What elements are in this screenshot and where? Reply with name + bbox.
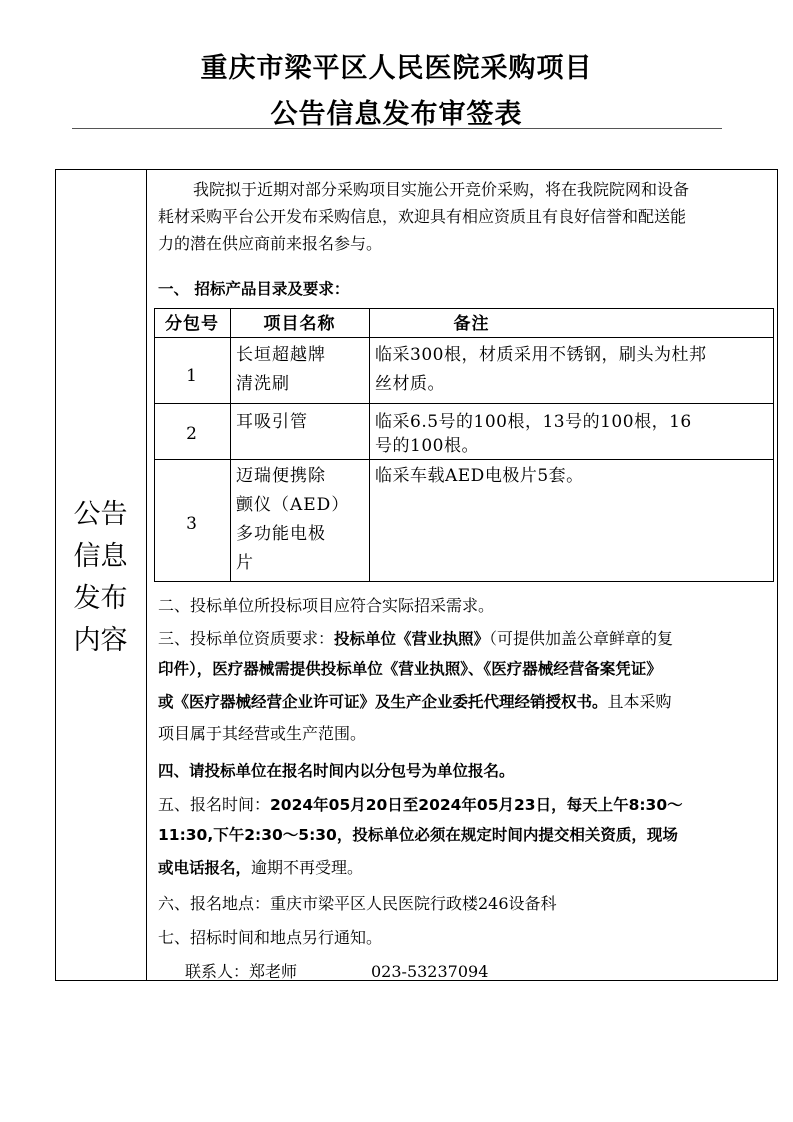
intro-line: 我院拟于近期对部分采购项目实施公开竞价采购，将在我院院网和设备 bbox=[193, 180, 690, 199]
table-cell-package-no: 2 bbox=[186, 424, 198, 444]
table-cell-item-name: 迈瑞便携除 bbox=[236, 466, 326, 486]
section-3-bold: 投标单位《营业执照》 bbox=[334, 630, 490, 648]
table-header-note: 备注 bbox=[453, 314, 490, 334]
table-col-line bbox=[369, 308, 370, 582]
section-2-text: 二、投标单位所投标项目应符合实际招采需求。 bbox=[158, 596, 495, 615]
section-5-prefix: 五、报名时间： bbox=[158, 795, 271, 814]
side-label-line: 公告 bbox=[73, 499, 128, 530]
table-col-line bbox=[230, 308, 231, 582]
column-divider bbox=[146, 169, 147, 981]
table-cell-note: 临采车载AED电极片5套。 bbox=[375, 466, 584, 486]
table-cell-note: 临采300根，材质采用不锈钢，刷头为杜邦 bbox=[375, 345, 707, 365]
table-cell-item-name: 颤仪（AED） bbox=[236, 495, 350, 515]
section-3-bold: 或《医疗器械经营企业许可证》及生产企业委托代理经销授权书。 bbox=[158, 693, 608, 711]
section-5-bold: 2024年05月20日至2024年05月23日，每天上午8:30～ bbox=[270, 796, 683, 814]
section-3-suffix: 且本采购 bbox=[607, 692, 672, 711]
title-divider bbox=[72, 128, 722, 129]
side-label-line: 内容 bbox=[73, 625, 128, 656]
section-3-suffix: （可提供加盖公章鲜章的复 bbox=[489, 629, 674, 648]
table-cell-item-name: 长垣超越牌 bbox=[236, 345, 326, 365]
section-3-line: 项目属于其经营或生产范围。 bbox=[158, 724, 367, 743]
section-4-text: 四、请投标单位在报名时间内以分包号为单位报名。 bbox=[158, 762, 515, 780]
contact-phone: 023-53237094 bbox=[371, 962, 489, 981]
table-header-package: 分包号 bbox=[165, 314, 219, 334]
section-6-text: 六、报名地点：重庆市梁平区人民医院行政楼246设备科 bbox=[158, 894, 557, 913]
section-1-heading: 一、 招标产品目录及要求： bbox=[158, 280, 350, 298]
table-cell-note: 丝材质。 bbox=[375, 374, 445, 394]
table-cell-item-name: 耳吸引管 bbox=[236, 412, 308, 432]
section-3-prefix: 三、投标单位资质要求： bbox=[158, 629, 335, 648]
intro-line: 力的潜在供应商前来报名参与。 bbox=[158, 234, 383, 253]
document-title-line1: 重庆市梁平区人民医院采购项目 bbox=[200, 53, 593, 84]
table-header-item: 项目名称 bbox=[263, 314, 336, 334]
document-title-line2: 公告信息发布审签表 bbox=[270, 99, 523, 130]
contact-person: 联系人：郑老师 bbox=[185, 962, 298, 981]
table-cell-package-no: 3 bbox=[186, 514, 198, 534]
table-cell-package-no: 1 bbox=[186, 366, 198, 386]
table-cell-item-name: 片 bbox=[236, 553, 254, 573]
section-5-line bbox=[158, 791, 773, 819]
side-label bbox=[55, 494, 146, 662]
table-cell-note: 临采6.5号的100根，13号的100根，16 bbox=[375, 412, 692, 432]
section-5-suffix: 逾期不再受理。 bbox=[251, 858, 364, 877]
side-label-line: 信息 bbox=[73, 541, 128, 572]
section-7-text: 七、招标时间和地点另行通知。 bbox=[158, 928, 383, 947]
table-cell-item-name: 清洗刷 bbox=[236, 374, 290, 394]
side-label-line: 发布 bbox=[73, 583, 128, 614]
section-3-line bbox=[158, 688, 773, 716]
table-cell-item-name: 多功能电极 bbox=[236, 524, 326, 544]
section-3-line bbox=[158, 625, 773, 653]
table-cell-note: 号的100根。 bbox=[375, 436, 479, 456]
section-3-line: 印件），医疗器械需提供投标单位《营业执照》、《医疗器械经营备案凭证》 bbox=[158, 660, 662, 678]
table-row-line bbox=[154, 403, 774, 404]
section-5-line bbox=[158, 854, 773, 882]
section-5-line: 11:30,下午2:30～5:30，投标单位必须在规定时间内提交相关资质，现场 bbox=[158, 826, 678, 844]
intro-line: 耗材采购平台公开发布采购信息，欢迎具有相应资质且有良好信誉和配送能 bbox=[158, 207, 687, 226]
section-5-bold: 或电话报名， bbox=[158, 859, 252, 877]
